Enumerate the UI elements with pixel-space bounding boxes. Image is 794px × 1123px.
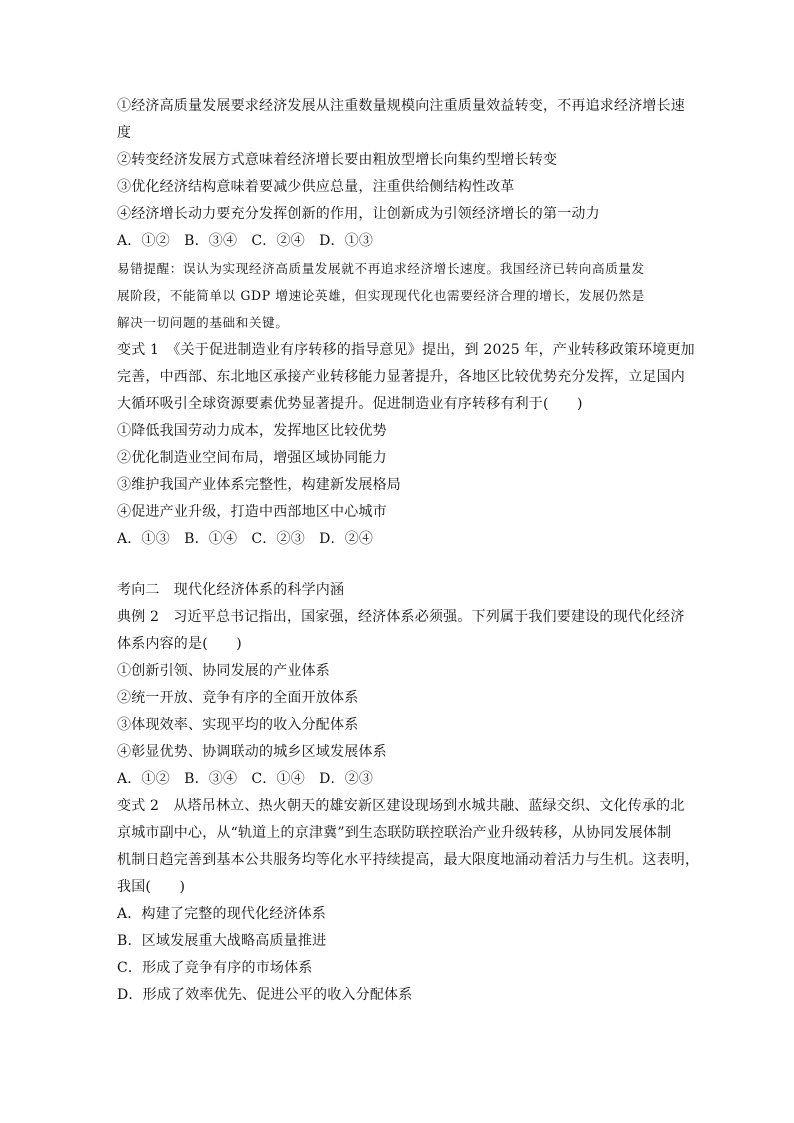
- variant2-option-b: B．区域发展重大战略高质量推进: [117, 933, 327, 949]
- variant1-option-2: ②优化制造业空间布局，增强区域协同能力: [117, 450, 387, 466]
- variant2-option-c: C．形成了竞争有序的市场体系: [117, 960, 313, 976]
- error-note-line-1: 易错提醒：误认为实现经济高质量发展就不再追求经济增长速度。我国经济已转向高质量发: [117, 261, 645, 276]
- q1-choices: A．①② B．③④ C．②④ D．①③: [117, 233, 374, 249]
- variant1-choices: A．①③ B．①④ C．②③ D．②④: [117, 531, 374, 547]
- variant1-stem-1: 变式 1 《关于促进制造业有序转移的指导意见》提出，到 2025 年，产业转移政策环境更加: [117, 342, 695, 358]
- variant2-stem-1: 变式 2 从塔吊林立、热火朝天的雄安新区建设现场到水城共融、蓝绿交织、文化传承的北: [117, 798, 685, 814]
- example2-option-1: ①创新引领、协同发展的产业体系: [117, 663, 330, 679]
- variant1-option-3: ③维护我国产业体系完整性，构建新发展格局: [117, 477, 401, 493]
- section2-heading: 考向二 现代化经济体系的科学内涵: [117, 582, 345, 598]
- example2-option-3: ③体现效率、实现平均的收入分配体系: [117, 717, 359, 733]
- variant2-stem-4: 我国( ): [117, 879, 186, 895]
- example2-option-4: ④彰显优势、协调联动的城乡区域发展体系: [117, 744, 387, 760]
- error-note-line-3: 解决一切问题的基础和关键。: [117, 315, 289, 330]
- q1-option-1-cont: 度: [117, 125, 132, 141]
- q1-option-2: ②转变经济发展方式意味着经济增长要由粗放型增长向集约型增长转变: [117, 152, 558, 168]
- error-note-line-2: 展阶段，不能简单以 GDP 增速论英雄，但实现现代化也需要经济合理的增长，发展仍然是: [117, 288, 645, 303]
- example2-choices: A．①② B．③④ C．①④ D．②③: [117, 771, 374, 787]
- variant2-stem-3: 机制日趋完善到基本公共服务均等化水平持续提高，最大限度地涌动着活力与生机。这表明，: [117, 852, 700, 868]
- variant2-option-a: A．构建了完整的现代化经济体系: [117, 906, 327, 922]
- variant2-option-d: D．形成了效率优先、促进公平的收入分配体系: [117, 987, 413, 1003]
- example2-stem-2: 体系内容的是( ): [117, 636, 242, 652]
- example2-stem-1: 典例 2 习近平总书记指出，国家强，经济体系必须强。下列属于我们要建设的现代化经济: [117, 609, 685, 625]
- q1-option-4: ④经济增长动力要充分发挥创新的作用，让创新成为引领经济增长的第一动力: [117, 206, 600, 222]
- variant1-option-1: ①降低我国劳动力成本，发挥地区比较优势: [117, 423, 387, 439]
- variant1-stem-2: 完善，中西部、东北地区承接产业转移能力显著提升，各地区比较优势充分发挥，立足国内: [117, 369, 685, 385]
- variant1-stem-3: 大循环吸引全球资源要素优势显著提升。促进制造业有序转移有利于( ): [117, 396, 583, 412]
- q1-option-1: ①经济高质量发展要求经济发展从注重数量规模向注重质量效益转变，不再追求经济增长速: [117, 98, 685, 114]
- variant1-option-4: ④促进产业升级，打造中西部地区中心城市: [117, 504, 387, 520]
- variant2-stem-2: 京城市副中心，从“轨道上的京津冀”到生态联防联控联治产业升级转移，从协同发展体制: [117, 825, 672, 841]
- q1-option-3: ③优化经济结构意味着要减少供应总量，注重供给侧结构性改革: [117, 179, 515, 195]
- example2-option-2: ②统一开放、竞争有序的全面开放体系: [117, 690, 359, 706]
